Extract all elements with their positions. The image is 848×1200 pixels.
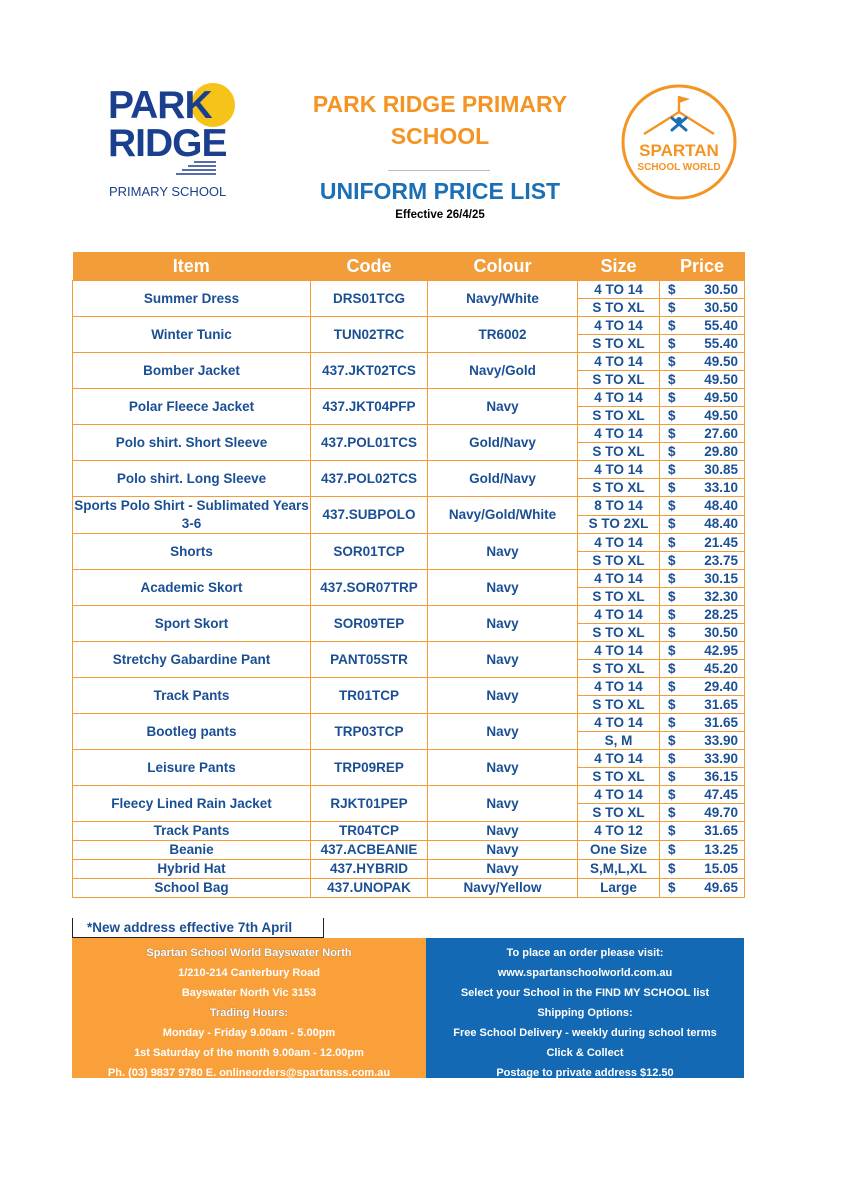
store-contact: Ph. (03) 9837 9780 E. onlineorders@spartanss.com.au xyxy=(107,1067,391,1079)
price-cell: 31.65 xyxy=(686,714,745,732)
colour-cell: Navy xyxy=(428,534,578,570)
code-cell: TRP03TCP xyxy=(311,714,428,750)
school-name-line2: SCHOOL xyxy=(390,123,490,149)
colour-cell: TR6002 xyxy=(428,317,578,353)
table-row xyxy=(73,879,745,898)
currency-symbol: $ xyxy=(660,299,686,317)
size-cell: S TO XL xyxy=(578,660,660,678)
code-cell: DRS01TCG xyxy=(311,281,428,317)
size-cell: S TO XL xyxy=(578,696,660,714)
code-cell: PANT05STR xyxy=(311,642,428,678)
item-cell: Polar Fleece Jacket xyxy=(73,389,311,425)
trading-hours-heading: Trading Hours: xyxy=(209,1007,289,1019)
order-info-panel xyxy=(426,938,744,1078)
size-cell: S TO XL xyxy=(578,371,660,389)
table-row xyxy=(73,281,745,299)
price-cell: 30.50 xyxy=(686,281,745,299)
currency-symbol: $ xyxy=(660,353,686,371)
size-cell: S TO 2XL xyxy=(578,515,660,534)
currency-symbol: $ xyxy=(660,371,686,389)
price-cell: 33.90 xyxy=(686,732,745,750)
school-name-line1: PARK RIDGE PRIMARY xyxy=(312,91,568,117)
code-cell: TR04TCP xyxy=(311,822,428,841)
currency-symbol: $ xyxy=(660,606,686,624)
size-cell: 8 TO 14 xyxy=(578,497,660,516)
shipping-option-postage: Postage to private address $12.50 xyxy=(496,1067,674,1079)
price-table-body xyxy=(73,281,745,898)
currency-symbol: $ xyxy=(660,389,686,407)
item-cell: School Bag xyxy=(73,879,311,898)
table-row xyxy=(73,389,745,407)
currency-symbol: $ xyxy=(660,534,686,552)
price-cell: 15.05 xyxy=(686,860,745,879)
table-row xyxy=(73,497,745,516)
table-row xyxy=(73,425,745,443)
price-cell: 30.50 xyxy=(686,299,745,317)
table-row xyxy=(73,678,745,696)
price-cell: 30.15 xyxy=(686,570,745,588)
item-cell: Polo shirt. Short Sleeve xyxy=(73,425,311,461)
code-cell: TRP09REP xyxy=(311,750,428,786)
currency-symbol: $ xyxy=(660,624,686,642)
list-title: UNIFORM PRICE LIST xyxy=(319,178,561,204)
item-cell: Track Pants xyxy=(73,678,311,714)
effective-date: Effective 26/4/25 xyxy=(395,209,485,221)
currency-symbol: $ xyxy=(660,660,686,678)
currency-symbol: $ xyxy=(660,860,686,879)
size-cell: One Size xyxy=(578,841,660,860)
colour-cell: Navy xyxy=(428,389,578,425)
shipping-option-delivery: Free School Delivery - weekly during school terms xyxy=(453,1027,717,1039)
table-row xyxy=(73,570,745,588)
code-cell: 437.POL01TCS xyxy=(311,425,428,461)
currency-symbol: $ xyxy=(660,552,686,570)
size-cell: 4 TO 14 xyxy=(578,750,660,768)
trading-hours-weekday: Monday - Friday 9.00am - 5.00pm xyxy=(162,1027,336,1039)
colour-cell: Navy xyxy=(428,750,578,786)
order-instruction: Select your School in the FIND MY SCHOOL list xyxy=(460,987,710,999)
code-cell: TUN02TRC xyxy=(311,317,428,353)
item-cell: Sport Skort xyxy=(73,606,311,642)
size-cell: 4 TO 14 xyxy=(578,606,660,624)
table-row xyxy=(73,606,745,624)
price-cell: 47.45 xyxy=(686,786,745,804)
size-cell: S TO XL xyxy=(578,768,660,786)
table-row xyxy=(73,353,745,371)
currency-symbol: $ xyxy=(660,642,686,660)
code-cell: 437.JKT04PFP xyxy=(311,389,428,425)
currency-symbol: $ xyxy=(660,750,686,768)
size-cell: 4 TO 14 xyxy=(578,353,660,371)
table-row xyxy=(73,642,745,660)
currency-symbol: $ xyxy=(660,515,686,534)
item-cell: Academic Skort xyxy=(73,570,311,606)
colour-cell: Navy xyxy=(428,841,578,860)
currency-symbol: $ xyxy=(660,497,686,516)
header-item: Item xyxy=(73,252,311,281)
currency-symbol: $ xyxy=(660,407,686,425)
currency-symbol: $ xyxy=(660,678,686,696)
table-row xyxy=(73,860,745,879)
size-cell: Large xyxy=(578,879,660,898)
currency-symbol: $ xyxy=(660,281,686,299)
item-cell: Bootleg pants xyxy=(73,714,311,750)
price-table xyxy=(72,252,745,898)
size-cell: 4 TO 14 xyxy=(578,570,660,588)
price-cell: 49.50 xyxy=(686,371,745,389)
table-row xyxy=(73,841,745,860)
table-row xyxy=(73,786,745,804)
price-cell: 27.60 xyxy=(686,425,745,443)
shipping-heading: Shipping Options: xyxy=(537,1007,633,1019)
price-cell: 30.85 xyxy=(686,461,745,479)
size-cell: 4 TO 14 xyxy=(578,642,660,660)
colour-cell: Navy/Gold/White xyxy=(428,497,578,534)
code-cell: SOR09TEP xyxy=(311,606,428,642)
code-cell: TR01TCP xyxy=(311,678,428,714)
table-row xyxy=(73,750,745,768)
logo-word-ridge: RIDGE xyxy=(108,122,227,165)
price-cell: 45.20 xyxy=(686,660,745,678)
table-header-row xyxy=(73,252,745,281)
code-cell: 437.HYBRID xyxy=(311,860,428,879)
currency-symbol: $ xyxy=(660,479,686,497)
currency-symbol: $ xyxy=(660,841,686,860)
size-cell: S TO XL xyxy=(578,552,660,570)
currency-symbol: $ xyxy=(660,879,686,898)
price-cell: 33.90 xyxy=(686,750,745,768)
size-cell: 4 TO 14 xyxy=(578,461,660,479)
code-cell: 437.JKT02TCS xyxy=(311,353,428,389)
colour-cell: Navy xyxy=(428,606,578,642)
colour-cell: Navy/Yellow xyxy=(428,879,578,898)
colour-cell: Navy xyxy=(428,786,578,822)
currency-symbol: $ xyxy=(660,804,686,822)
store-name: Spartan School World Bayswater North xyxy=(146,947,352,959)
item-cell: Hybrid Hat xyxy=(73,860,311,879)
price-cell: 29.40 xyxy=(686,678,745,696)
item-cell: Track Pants xyxy=(73,822,311,841)
price-cell: 13.25 xyxy=(686,841,745,860)
code-cell: 437.UNOPAK xyxy=(311,879,428,898)
table-row xyxy=(73,461,745,479)
address-note: *New address effective 7th April xyxy=(72,918,324,938)
price-cell: 49.70 xyxy=(686,804,745,822)
size-cell: S TO XL xyxy=(578,588,660,606)
price-cell: 23.75 xyxy=(686,552,745,570)
item-cell: Bomber Jacket xyxy=(73,353,311,389)
price-cell: 48.40 xyxy=(686,497,745,516)
shipping-option-collect: Click & Collect xyxy=(546,1047,624,1059)
price-cell: 48.40 xyxy=(686,515,745,534)
header-price: Price xyxy=(660,252,745,281)
logo-word-park: PARK xyxy=(108,84,212,127)
price-cell: 33.10 xyxy=(686,479,745,497)
size-cell: S TO XL xyxy=(578,443,660,461)
colour-cell: Navy/White xyxy=(428,281,578,317)
item-cell: Beanie xyxy=(73,841,311,860)
price-cell: 31.65 xyxy=(686,696,745,714)
table-row xyxy=(73,317,745,335)
price-cell: 49.50 xyxy=(686,407,745,425)
colour-cell: Navy xyxy=(428,642,578,678)
currency-symbol: $ xyxy=(660,822,686,841)
size-cell: S TO XL xyxy=(578,804,660,822)
size-cell: 4 TO 14 xyxy=(578,281,660,299)
size-cell: 4 TO 14 xyxy=(578,389,660,407)
code-cell: 437.SOR07TRP xyxy=(311,570,428,606)
table-row xyxy=(73,534,745,552)
header-size: Size xyxy=(578,252,660,281)
header-divider xyxy=(388,170,490,171)
logo-word-school-world: SCHOOL WORLD xyxy=(637,162,721,173)
currency-symbol: $ xyxy=(660,714,686,732)
colour-cell: Navy xyxy=(428,570,578,606)
park-ridge-logo xyxy=(106,80,236,205)
code-cell: SOR01TCP xyxy=(311,534,428,570)
size-cell: 4 TO 14 xyxy=(578,425,660,443)
size-cell: 4 TO 12 xyxy=(578,822,660,841)
price-cell: 55.40 xyxy=(686,335,745,353)
item-cell: Winter Tunic xyxy=(73,317,311,353)
size-cell: S TO XL xyxy=(578,479,660,497)
order-heading: To place an order please visit: xyxy=(506,947,664,959)
size-cell: 4 TO 14 xyxy=(578,714,660,732)
size-cell: S TO XL xyxy=(578,335,660,353)
store-info-panel xyxy=(72,938,426,1078)
spartan-school-world-logo xyxy=(614,82,744,202)
currency-symbol: $ xyxy=(660,570,686,588)
school-name xyxy=(290,88,590,152)
logo-primary-school: PRIMARY SCHOOL xyxy=(109,184,227,199)
currency-symbol: $ xyxy=(660,768,686,786)
store-address-suburb: Bayswater North Vic 3153 xyxy=(181,987,317,999)
price-cell: 32.30 xyxy=(686,588,745,606)
size-cell: S TO XL xyxy=(578,624,660,642)
colour-cell: Gold/Navy xyxy=(428,461,578,497)
item-cell: Summer Dress xyxy=(73,281,311,317)
currency-symbol: $ xyxy=(660,317,686,335)
size-cell: 4 TO 14 xyxy=(578,534,660,552)
item-cell: Leisure Pants xyxy=(73,750,311,786)
store-address-street: 1/210-214 Canterbury Road xyxy=(178,967,320,979)
price-cell: 36.15 xyxy=(686,768,745,786)
colour-cell: Navy/Gold xyxy=(428,353,578,389)
item-cell: Fleecy Lined Rain Jacket xyxy=(73,786,311,822)
currency-symbol: $ xyxy=(660,732,686,750)
table-row xyxy=(73,714,745,732)
currency-symbol: $ xyxy=(660,786,686,804)
size-cell: S TO XL xyxy=(578,299,660,317)
size-cell: 4 TO 14 xyxy=(578,317,660,335)
size-cell: S, M xyxy=(578,732,660,750)
header-code: Code xyxy=(311,252,428,281)
price-cell: 29.80 xyxy=(686,443,745,461)
colour-cell: Gold/Navy xyxy=(428,425,578,461)
currency-symbol: $ xyxy=(660,461,686,479)
price-cell: 30.50 xyxy=(686,624,745,642)
price-cell: 28.25 xyxy=(686,606,745,624)
code-cell: 437.POL02TCS xyxy=(311,461,428,497)
price-cell: 49.50 xyxy=(686,353,745,371)
item-cell: Stretchy Gabardine Pant xyxy=(73,642,311,678)
price-cell: 21.45 xyxy=(686,534,745,552)
size-cell: S,M,L,XL xyxy=(578,860,660,879)
currency-symbol: $ xyxy=(660,335,686,353)
table-row xyxy=(73,822,745,841)
colour-cell: Navy xyxy=(428,678,578,714)
code-cell: 437.ACBEANIE xyxy=(311,841,428,860)
colour-cell: Navy xyxy=(428,822,578,841)
code-cell: 437.SUBPOLO xyxy=(311,497,428,534)
currency-symbol: $ xyxy=(660,696,686,714)
item-cell: Shorts xyxy=(73,534,311,570)
currency-symbol: $ xyxy=(660,443,686,461)
header-colour: Colour xyxy=(428,252,578,281)
logo-word-spartan: SPARTAN xyxy=(639,141,719,160)
code-cell: RJKT01PEP xyxy=(311,786,428,822)
trading-hours-saturday: 1st Saturday of the month 9.00am - 12.00pm xyxy=(134,1047,364,1059)
price-cell: 49.50 xyxy=(686,389,745,407)
item-cell: Sports Polo Shirt - Sublimated Years 3-6 xyxy=(73,497,311,534)
currency-symbol: $ xyxy=(660,425,686,443)
size-cell: S TO XL xyxy=(578,407,660,425)
currency-symbol: $ xyxy=(660,588,686,606)
colour-cell: Navy xyxy=(428,860,578,879)
size-cell: 4 TO 14 xyxy=(578,678,660,696)
website-link[interactable]: www.spartanschoolworld.com.au xyxy=(497,967,673,979)
colour-cell: Navy xyxy=(428,714,578,750)
size-cell: 4 TO 14 xyxy=(578,786,660,804)
price-cell: 31.65 xyxy=(686,822,745,841)
price-cell: 49.65 xyxy=(686,879,745,898)
price-cell: 42.95 xyxy=(686,642,745,660)
price-cell: 55.40 xyxy=(686,317,745,335)
item-cell: Polo shirt. Long Sleeve xyxy=(73,461,311,497)
